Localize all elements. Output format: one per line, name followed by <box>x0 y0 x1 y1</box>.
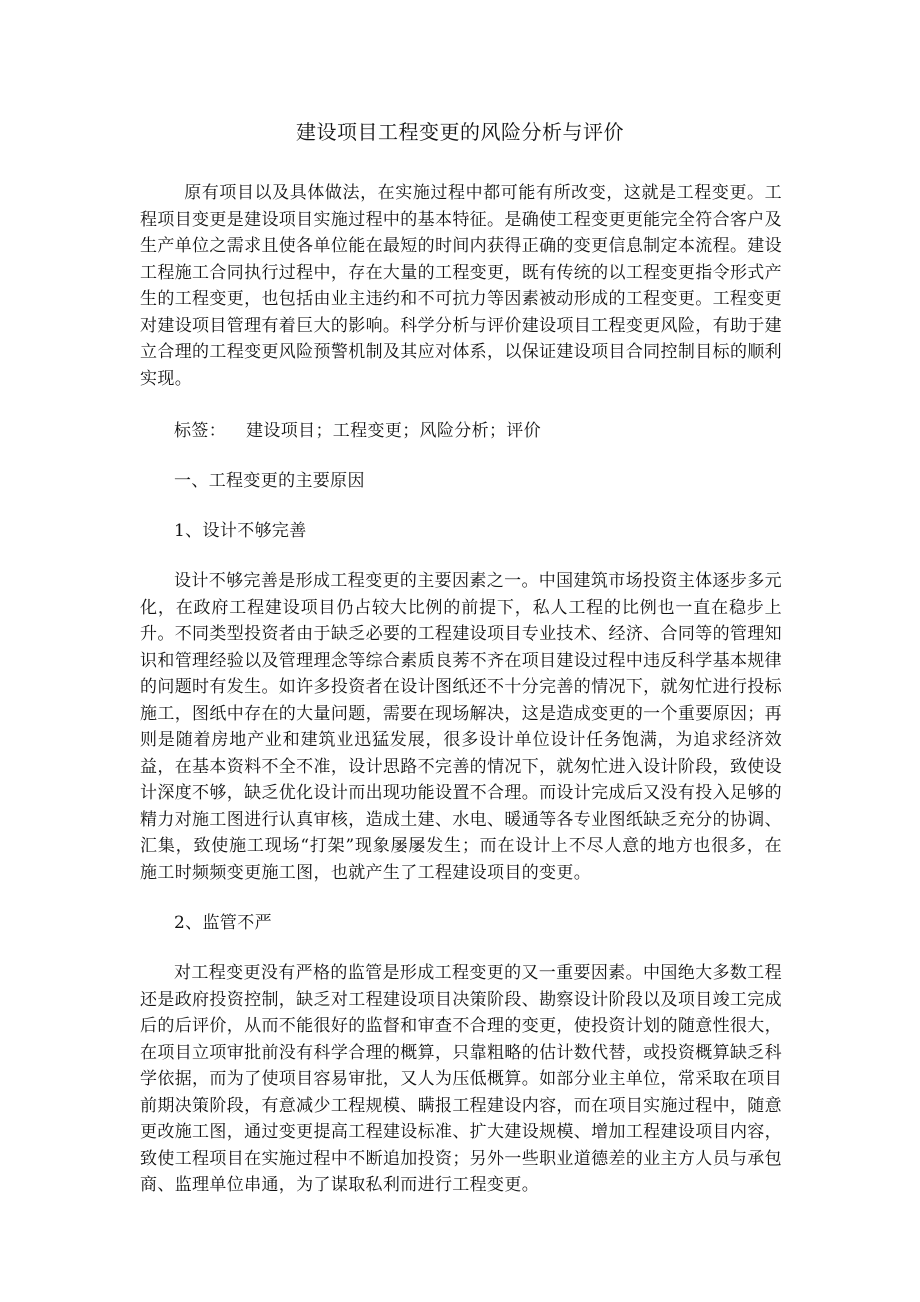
document-body <box>140 180 782 1199</box>
spacer <box>140 936 782 960</box>
body-paragraph: 设计不够完善是形成工程变更的主要因素之一。中国建筑市场投资主体逐步多元化，在政府工程建设项目仍占较大比例的前提下，私人工程的比例也一直在稳步上升。不同类型投资者由于缺乏必要的工程建设项目专业技术、经济、合同等的管理知识和管理经验以及管理理念等综合素质良莠不齐在项目建设过程中违反科学基本规律的问题时有发生。如许多投资者在设计图纸还不十分完善的情况下，就匆忙进行投标施工，图纸中存在的大量问题，需要在现场解决，这是造成变更的一个重要原因；再则是随着房地产业和建筑业迅猛发展，很多设计单位设计任务饱满，为追求经济效益，在基本资料不全不准，设计思路不完善的情况下，就匆忙进入设计阶段，致使设计深度不够，缺乏优化设计而出现功能设置不合理。而设计完成后又没有投入足够的精力对施工图进行认真审核，造成土建、水电、暖通等各专业图纸缺乏充分的协调、汇集，致使施工现场“打架”现象屡屡发生；而在设计上不尽人意的地方也很多，在施工时频频变更施工图，也就产生了工程建设项目的变更。 <box>140 571 782 883</box>
subsection-heading: 2、监管不严 <box>174 913 272 933</box>
tags-label: 标签： <box>174 421 227 441</box>
spacer <box>140 544 782 568</box>
tags-value: 建设项目；工程变更；风险分析；评价 <box>246 421 542 441</box>
document-title: 建设项目工程变更的风险分析与评价 <box>296 120 624 144</box>
subsection-heading: 1、设计不够完善 <box>174 521 307 541</box>
section-heading: 一、工程变更的主要原因 <box>174 471 365 491</box>
abstract-paragraph: 原有项目以及具体做法，在实施过程中都可能有所改变，这就是工程变更。工程项目变更是建设项目实施过程中的基本特征。是确使工程变更更能完全符合客户及生产单位之需求且使各单位能在最短的时间内获得正确的变更信息制定本流程。建设工程施工合同执行过程中，存在大量的工程变更，既有传统的以工程变更指令形式产生的工程变更，也包括由业主违约和不可抗力等因素被动形成的工程变更。工程变更对建设项目管理有着巨大的影响。科学分析与评价建设项目工程变更风险，有助于建立合理的工程变更风险预警机制及其应对体系，以保证建设项目合同控制目标的顺利实现。 <box>140 183 782 389</box>
body-paragraph: 对工程变更没有严格的监管是形成工程变更的又一重要因素。中国绝大多数工程还是政府投资控制，缺乏对工程建设项目决策阶段、勘察设计阶段以及项目竣工完成后的后评价，从而不能很好的监督和审查不合理的变更，使投资计划的随意性很大，在项目立项审批前没有科学合理的概算，只靠粗略的估计数代替，或投资概算缺乏科学依据，而为了使项目容易审批，又人为压低概算。如部分业主单位，常采取在项目前期决策阶段，有意减少工程规模、瞒报工程建设内容，而在项目实施过程中，随意更改施工图，通过变更提高工程建设标准、扩大建设规模、增加工程建设项目内容，致使工程项目在实施过程中不断追加投资；另外一些职业道德差的业主方人员与承包商、监理单位串通，为了谋取私利而进行工程变更。 <box>140 963 782 1195</box>
spacer <box>140 494 782 518</box>
tags-line <box>140 418 782 444</box>
spacer <box>140 886 782 910</box>
spacer <box>140 392 782 418</box>
spacer <box>140 444 782 468</box>
